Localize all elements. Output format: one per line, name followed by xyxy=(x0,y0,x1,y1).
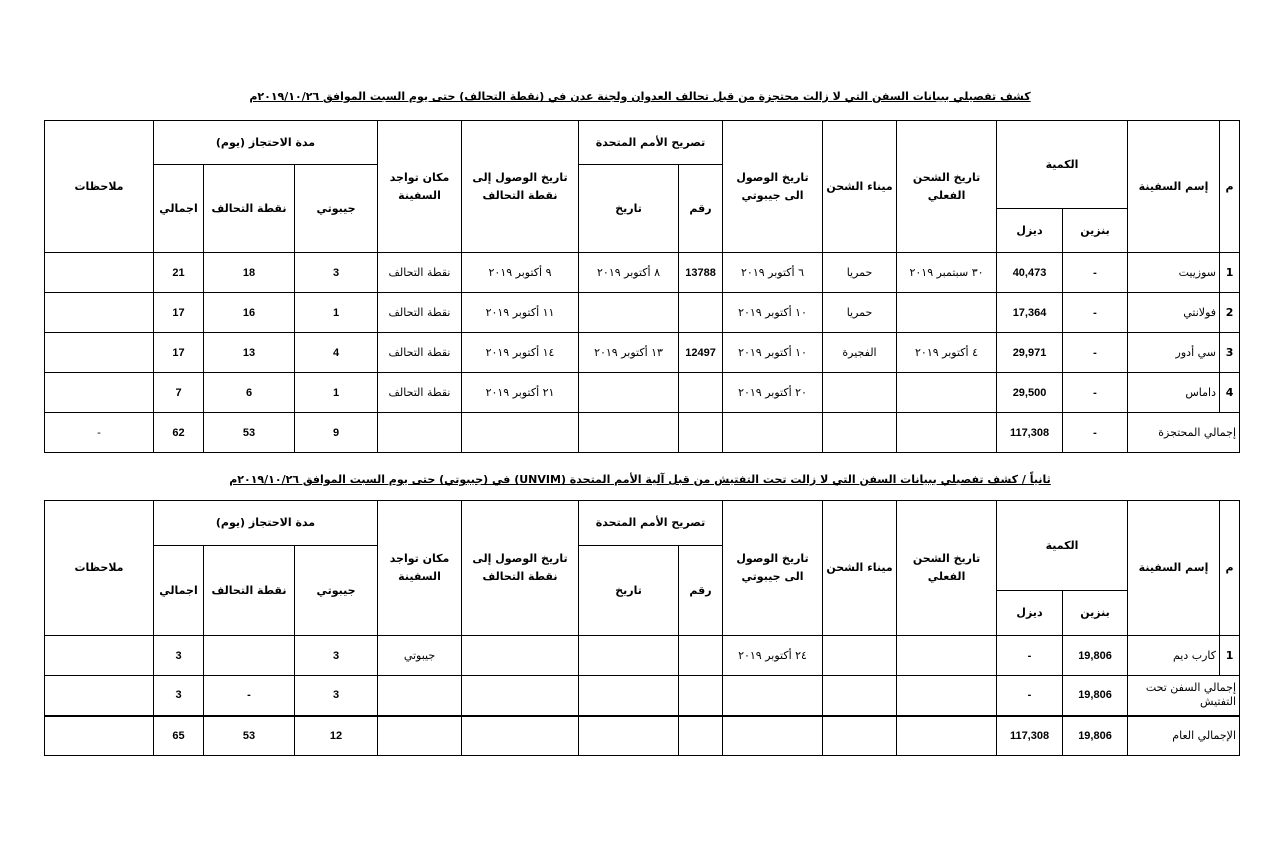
ship-location-cell xyxy=(378,676,462,716)
gasoline-total-cell: - xyxy=(1063,413,1128,453)
loading-port-cell xyxy=(823,676,897,716)
inspection-ships-table xyxy=(44,500,1240,756)
detained-ships-table xyxy=(44,120,1240,453)
col-header-arrival-djibouti: تاريخ الوصول الى جيبوتي xyxy=(723,121,823,253)
notes-cell xyxy=(45,253,154,293)
shipping-date-cell xyxy=(897,293,997,333)
diesel-total-cell: 117,308 xyxy=(997,716,1063,756)
ship-location-cell xyxy=(378,716,462,756)
total-label-cell: الإجمالي العام xyxy=(1128,716,1240,756)
permit-date-cell xyxy=(579,293,679,333)
loading-port-cell: الفجيرة xyxy=(823,333,897,373)
arrival-coalition-cell: ١١ أكتوبر ٢٠١٩ xyxy=(462,293,579,333)
col-header-un-permit: تصريح الأمم المتحدة xyxy=(579,501,723,546)
permit-date-cell xyxy=(579,373,679,413)
col-header-detention-period: مدة الاحتجاز (يوم) xyxy=(154,501,378,546)
loading-port-cell: حمريا xyxy=(823,293,897,333)
col-header-det-djibouti: جيبوتي xyxy=(295,546,378,636)
col-header-gasoline: بنزين xyxy=(1063,591,1128,636)
col-header-index: م xyxy=(1220,121,1240,253)
shipping-date-cell xyxy=(897,716,997,756)
table-row xyxy=(45,373,1240,413)
det-djibouti-total-cell: 12 xyxy=(295,716,378,756)
ship-location-cell: نقطة التحالف xyxy=(378,373,462,413)
permit-date-cell xyxy=(579,636,679,676)
notes-cell xyxy=(45,373,154,413)
col-header-loading-port: ميناء الشحن xyxy=(823,121,897,253)
diesel-total-cell: 117,308 xyxy=(997,413,1063,453)
det-coalition-cell xyxy=(204,636,295,676)
report-title-inspection: ثانياً / كشف تفصيلي ببيانات السفن التي لا زالت تحت التفتيش من قبل آلية الأمم المتحدة (UNVIM) في (جيبوتي) حتى يوم السبت الموافق ٢٠١٩/١٠/٢٦م xyxy=(229,473,1051,486)
permit-date-cell xyxy=(579,676,679,716)
ship-name-cell: سي أدور xyxy=(1128,333,1220,373)
det-total-cell: 21 xyxy=(154,253,204,293)
permit-number-cell xyxy=(679,636,723,676)
col-header-ship-location: مكان تواجد السفينة xyxy=(378,501,462,636)
det-coalition-cell: 18 xyxy=(204,253,295,293)
total-row xyxy=(45,716,1240,756)
loading-port-cell xyxy=(823,413,897,453)
notes-total-cell: - xyxy=(45,413,154,453)
col-header-ship-location: مكان تواجد السفينة xyxy=(378,121,462,253)
total-row xyxy=(45,676,1240,716)
arrival-djibouti-cell: ٦ أكتوبر ٢٠١٩ xyxy=(723,253,823,293)
permit-number-cell xyxy=(679,373,723,413)
arrival-coalition-cell xyxy=(462,716,579,756)
notes-cell xyxy=(45,636,154,676)
col-header-arrival-coalition: تاريخ الوصول إلى نقطة التحالف xyxy=(462,501,579,636)
ship-location-cell: نقطة التحالف xyxy=(378,293,462,333)
det-total-cell: 3 xyxy=(154,636,204,676)
col-header-un-permit: تصريح الأمم المتحدة xyxy=(579,121,723,165)
table-row xyxy=(45,333,1240,373)
col-header-permit-number: رقم xyxy=(679,546,723,636)
det-djibouti-cell: 3 xyxy=(295,636,378,676)
loading-port-cell xyxy=(823,373,897,413)
gasoline-total-cell: 19,806 xyxy=(1063,716,1128,756)
shipping-date-cell xyxy=(897,636,997,676)
det-djibouti-total-cell: 9 xyxy=(295,413,378,453)
ship-name-cell: كارب ديم xyxy=(1128,636,1220,676)
col-header-quantity: الكمية xyxy=(997,121,1128,209)
col-header-det-coalition: نقطة التحالف xyxy=(204,165,295,253)
col-header-notes: ملاحظات xyxy=(45,121,154,253)
notes-total-cell xyxy=(45,676,154,716)
permit-date-cell: ٨ أكتوبر ٢٠١٩ xyxy=(579,253,679,293)
arrival-djibouti-cell xyxy=(723,676,823,716)
gasoline-total-cell: 19,806 xyxy=(1063,676,1128,716)
det-coalition-cell: 13 xyxy=(204,333,295,373)
permit-number-cell: 13788 xyxy=(679,253,723,293)
table-row xyxy=(45,253,1240,293)
arrival-djibouti-cell xyxy=(723,413,823,453)
col-header-ship-name: إسم السفينة xyxy=(1128,121,1220,253)
gasoline-qty-cell: - xyxy=(1063,333,1128,373)
ship-name-cell: داماس xyxy=(1128,373,1220,413)
arrival-djibouti-cell: ٢٠ أكتوبر ٢٠١٩ xyxy=(723,373,823,413)
det-total-cell: 7 xyxy=(154,373,204,413)
gasoline-qty-cell: - xyxy=(1063,293,1128,333)
col-header-quantity: الكمية xyxy=(997,501,1128,591)
diesel-total-cell: - xyxy=(997,676,1063,716)
det-total-total-cell: 62 xyxy=(154,413,204,453)
notes-cell xyxy=(45,333,154,373)
ship-name-cell: فولانتي xyxy=(1128,293,1220,333)
diesel-qty-cell: 17,364 xyxy=(997,293,1063,333)
permit-number-cell xyxy=(679,676,723,716)
arrival-djibouti-cell: ١٠ أكتوبر ٢٠١٩ xyxy=(723,333,823,373)
row-index: 4 xyxy=(1220,373,1240,413)
col-header-notes: ملاحظات xyxy=(45,501,154,636)
det-coalition-total-cell: 53 xyxy=(204,413,295,453)
notes-total-cell xyxy=(45,716,154,756)
col-header-det-total: اجمالي xyxy=(154,546,204,636)
row-index: 1 xyxy=(1220,253,1240,293)
table-row xyxy=(45,293,1240,333)
shipping-date-cell: ٤ أكتوبر ٢٠١٩ xyxy=(897,333,997,373)
shipping-date-cell: ٣٠ سبتمبر ٢٠١٩ xyxy=(897,253,997,293)
ship-location-cell: جيبوتي xyxy=(378,636,462,676)
col-header-arrival-coalition: تاريخ الوصول إلى نقطة التحالف xyxy=(462,121,579,253)
col-header-detention-period: مدة الاحتجاز (يوم) xyxy=(154,121,378,165)
det-djibouti-cell: 1 xyxy=(295,373,378,413)
det-djibouti-cell: 1 xyxy=(295,293,378,333)
table-header-row xyxy=(45,501,1240,546)
det-total-total-cell: 65 xyxy=(154,716,204,756)
arrival-coalition-cell: ١٤ أكتوبر ٢٠١٩ xyxy=(462,333,579,373)
det-coalition-total-cell: 53 xyxy=(204,716,295,756)
col-header-shipping-date: تاريخ الشحن الفعلي xyxy=(897,121,997,253)
arrival-coalition-cell: ٢١ أكتوبر ٢٠١٩ xyxy=(462,373,579,413)
col-header-loading-port: ميناء الشحن xyxy=(823,501,897,636)
col-header-diesel: ديزل xyxy=(997,591,1063,636)
col-header-shipping-date: تاريخ الشحن الفعلي xyxy=(897,501,997,636)
det-total-cell: 17 xyxy=(154,293,204,333)
diesel-qty-cell: - xyxy=(997,636,1063,676)
gasoline-qty-cell: - xyxy=(1063,373,1128,413)
col-header-gasoline: بنزين xyxy=(1063,209,1128,253)
row-index: 1 xyxy=(1220,636,1240,676)
diesel-qty-cell: 40,473 xyxy=(997,253,1063,293)
row-index: 3 xyxy=(1220,333,1240,373)
loading-port-cell xyxy=(823,636,897,676)
permit-date-cell xyxy=(579,716,679,756)
diesel-qty-cell: 29,971 xyxy=(997,333,1063,373)
col-header-det-djibouti: جيبوتي xyxy=(295,165,378,253)
arrival-coalition-cell: ٩ أكتوبر ٢٠١٩ xyxy=(462,253,579,293)
det-total-cell: 17 xyxy=(154,333,204,373)
permit-number-cell xyxy=(679,413,723,453)
shipping-date-cell xyxy=(897,373,997,413)
shipping-date-cell xyxy=(897,413,997,453)
arrival-djibouti-cell xyxy=(723,716,823,756)
arrival-djibouti-cell: ١٠ أكتوبر ٢٠١٩ xyxy=(723,293,823,333)
col-header-det-total: اجمالي xyxy=(154,165,204,253)
loading-port-cell xyxy=(823,716,897,756)
gasoline-qty-cell: 19,806 xyxy=(1063,636,1128,676)
col-header-index: م xyxy=(1220,501,1240,636)
det-coalition-total-cell: - xyxy=(204,676,295,716)
permit-date-cell xyxy=(579,413,679,453)
det-djibouti-cell: 4 xyxy=(295,333,378,373)
total-row xyxy=(45,413,1240,453)
det-coalition-cell: 6 xyxy=(204,373,295,413)
det-djibouti-cell: 3 xyxy=(295,253,378,293)
permit-number-cell xyxy=(679,293,723,333)
permit-number-cell xyxy=(679,716,723,756)
arrival-coalition-cell xyxy=(462,676,579,716)
ship-name-cell: سوزييت xyxy=(1128,253,1220,293)
col-header-arrival-djibouti: تاريخ الوصول الى جيبوتي xyxy=(723,501,823,636)
col-header-permit-number: رقم xyxy=(679,165,723,253)
det-total-total-cell: 3 xyxy=(154,676,204,716)
col-header-diesel: ديزل xyxy=(997,209,1063,253)
col-header-det-coalition: نقطة التحالف xyxy=(204,546,295,636)
ship-location-cell: نقطة التحالف xyxy=(378,333,462,373)
col-header-ship-name: إسم السفينة xyxy=(1128,501,1220,636)
loading-port-cell: حمريا xyxy=(823,253,897,293)
permit-number-cell: 12497 xyxy=(679,333,723,373)
det-coalition-cell: 16 xyxy=(204,293,295,333)
col-header-permit-date: تاريخ xyxy=(579,165,679,253)
shipping-date-cell xyxy=(897,676,997,716)
diesel-qty-cell: 29,500 xyxy=(997,373,1063,413)
notes-cell xyxy=(45,293,154,333)
total-label-cell: إجمالي السفن تحت التفتيش xyxy=(1128,676,1240,716)
det-djibouti-total-cell: 3 xyxy=(295,676,378,716)
ship-location-cell xyxy=(378,413,462,453)
total-label-cell: إجمالي المحتجزة xyxy=(1128,413,1240,453)
ship-location-cell: نقطة التحالف xyxy=(378,253,462,293)
report-title-detained: كشف تفصيلي ببيانات السفن التي لا زالت محتجزة من قبل تحالف العدوان ولجنة عدن في (نقطة التحالف) حتى يوم السبت الموافق ٢٠١٩/١٠/٢٦م xyxy=(249,90,1031,103)
table-header-row xyxy=(45,121,1240,165)
col-header-permit-date: تاريخ xyxy=(579,546,679,636)
arrival-coalition-cell xyxy=(462,636,579,676)
gasoline-qty-cell: - xyxy=(1063,253,1128,293)
arrival-coalition-cell xyxy=(462,413,579,453)
row-index: 2 xyxy=(1220,293,1240,333)
arrival-djibouti-cell: ٢٤ أكتوبر ٢٠١٩ xyxy=(723,636,823,676)
table-row xyxy=(45,636,1240,676)
permit-date-cell: ١٣ أكتوبر ٢٠١٩ xyxy=(579,333,679,373)
